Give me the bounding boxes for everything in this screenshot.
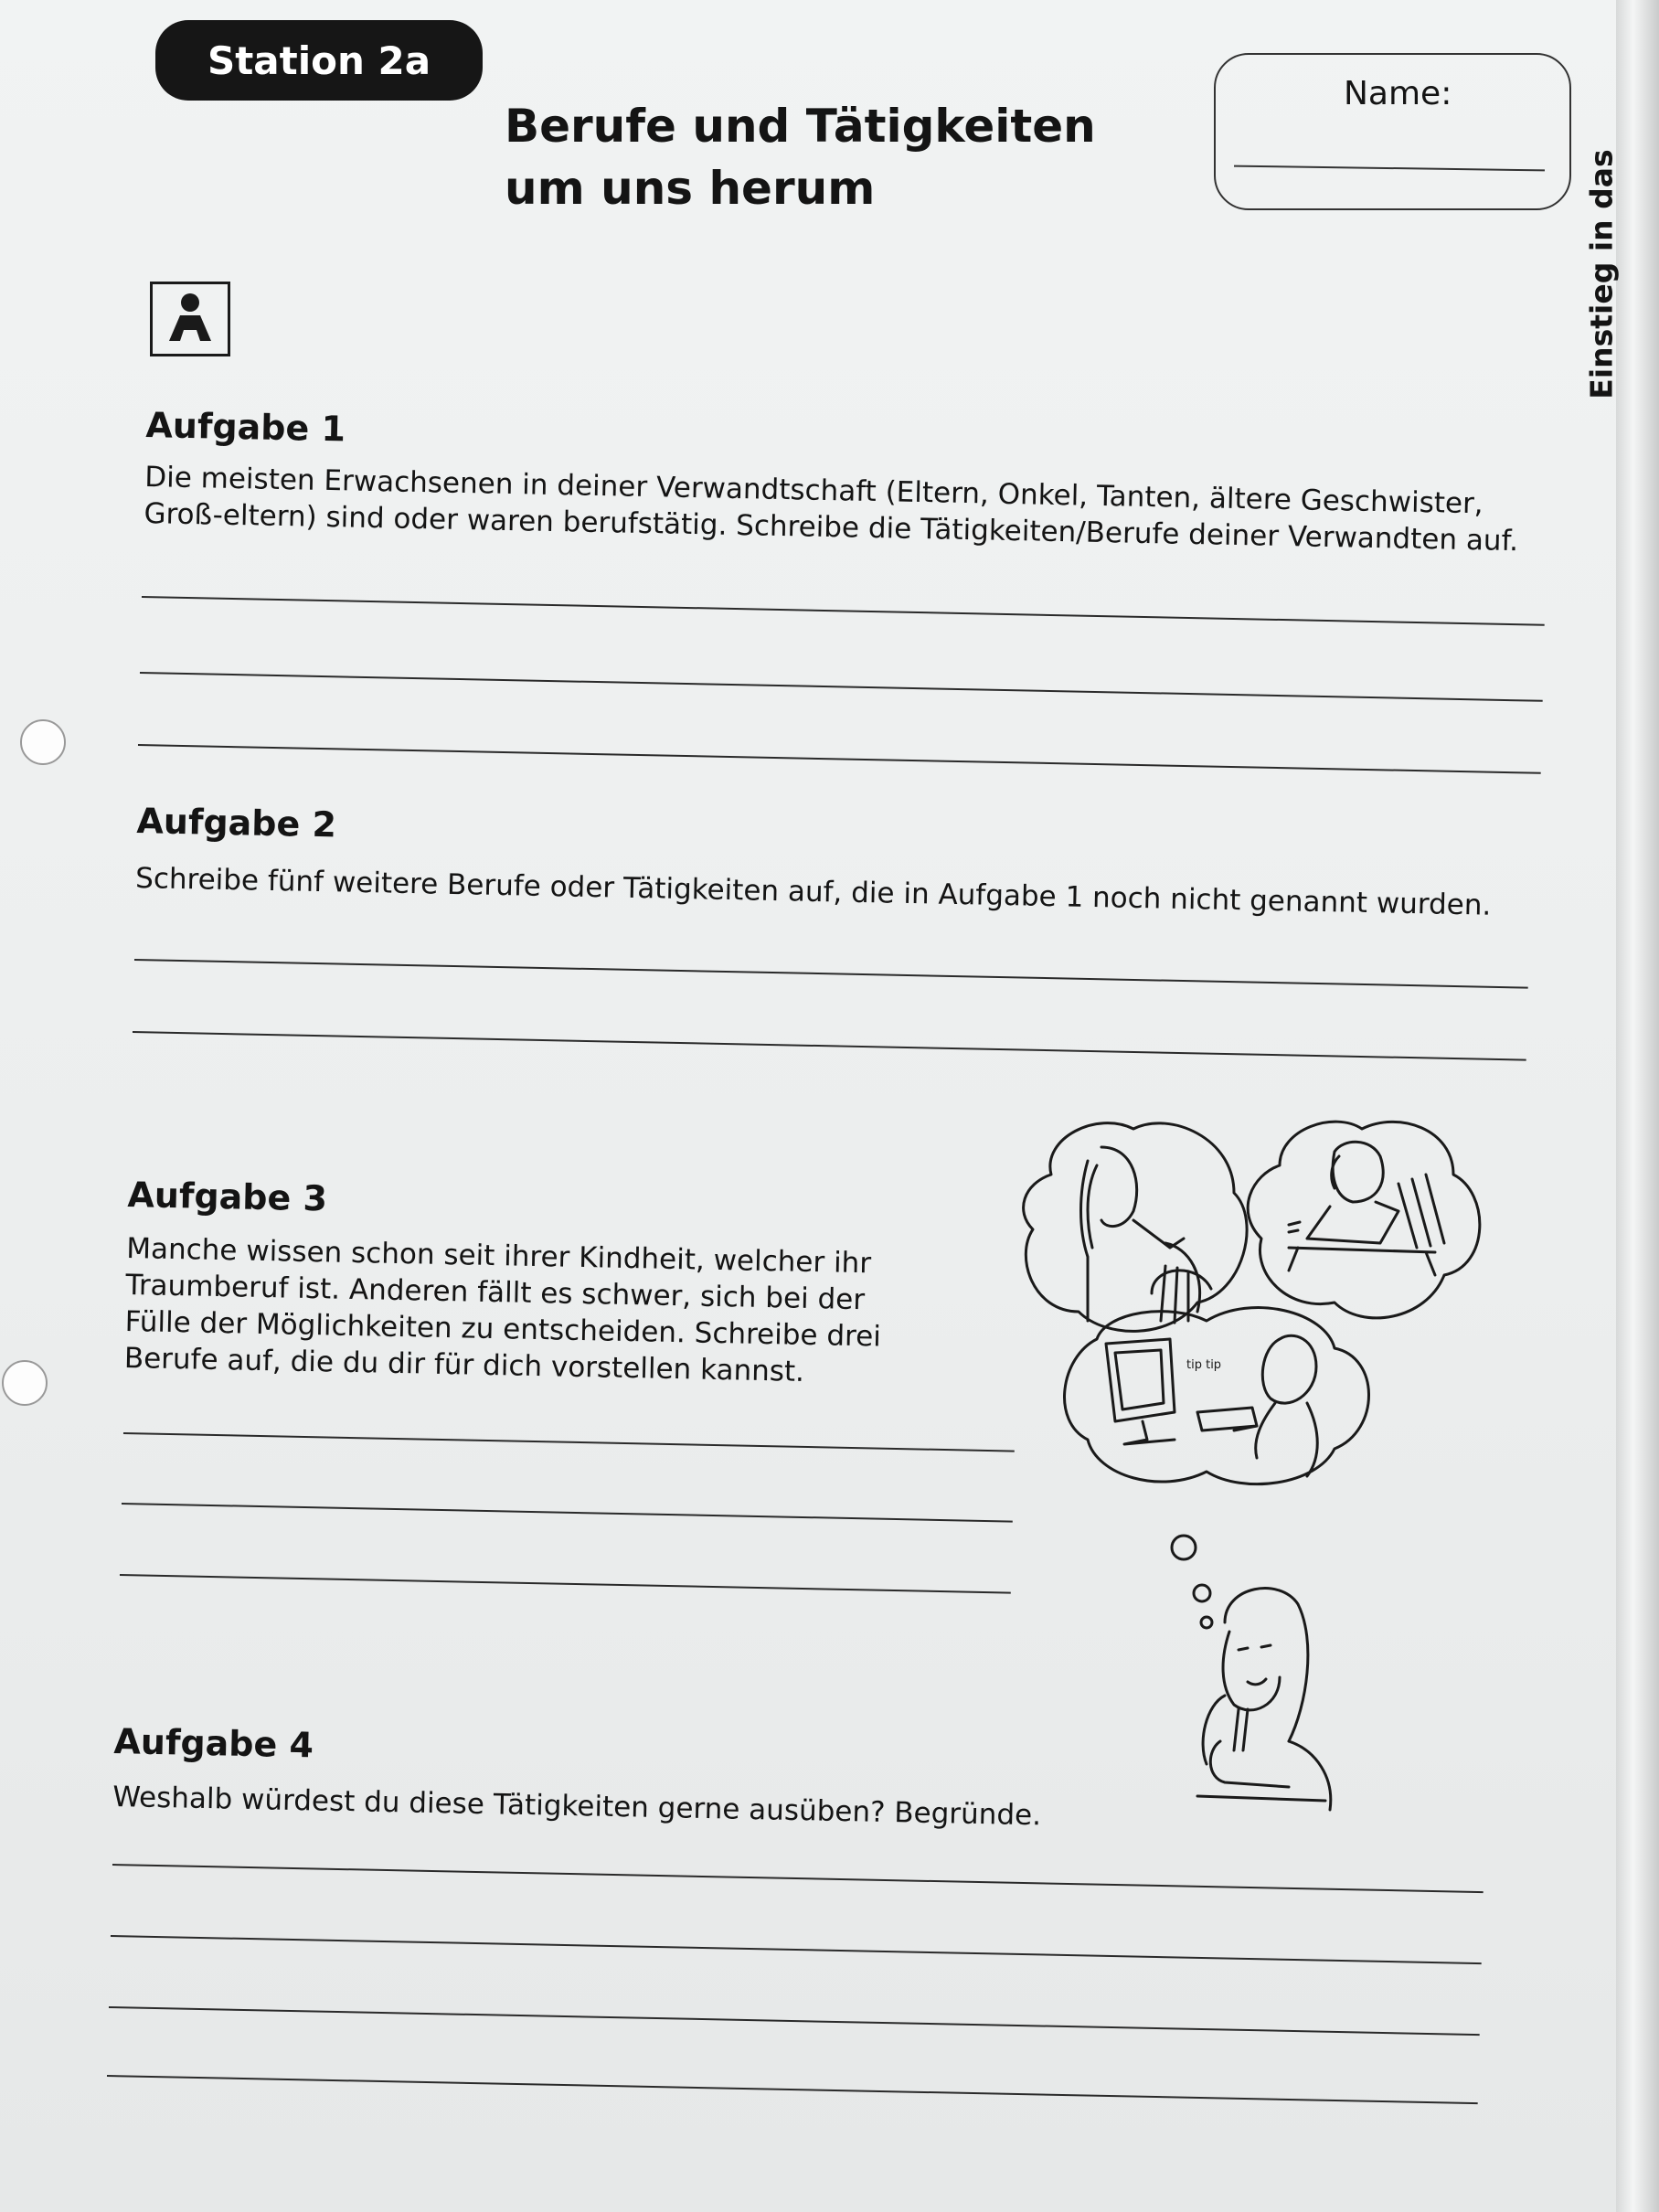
side-label: Einstieg in das	[1583, 149, 1620, 399]
person-icon	[150, 282, 230, 356]
title-line-1: Berufe und Tätigkeiten	[505, 100, 1096, 153]
computer-bubble	[1065, 1308, 1369, 1484]
punch-hole-bottom	[2, 1360, 48, 1406]
task-3	[124, 1172, 932, 1393]
task-3-text: Manche wissen schon seit ihrer Kindheit, welcher ihr Traumberuf ist. Anderen fällt es schwer, sich bei der Fülle der Möglichkeiten zu entscheiden. Schreibe drei Berufe auf, die du dir für dich vorstellen kannst.	[123, 1231, 882, 1388]
station-badge	[155, 20, 483, 101]
page-title	[505, 95, 1144, 219]
hairdresser-bubble	[1024, 1123, 1248, 1332]
name-label: Name:	[1344, 75, 1452, 112]
punch-hole-top	[20, 719, 66, 765]
title-line-2: um uns herum	[505, 162, 876, 215]
carpenter-bubble	[1248, 1122, 1480, 1318]
task-4-text: Weshalb würdest du diese Tätigkeiten gerne ausüben? Begründe.	[112, 1780, 1042, 1833]
dream-job-illustration	[1015, 1111, 1526, 1814]
task-2-text: Schreibe fünf weitere Berufe oder Tätigkeiten auf, die in Aufgabe 1 noch nicht genannt wurden.	[134, 861, 1492, 922]
task-4-heading: Aufgabe 4	[113, 1720, 314, 1766]
task-1-heading: Aufgabe 1	[145, 404, 346, 450]
thinking-girl	[1197, 1589, 1331, 1810]
station-label: Station 2a	[207, 37, 431, 83]
task-1-text: Die meisten Erwachsenen in deiner Verwandtschaft (Eltern, Onkel, Tanten, ältere Geschwister, Groß-eltern) sind oder waren berufstätig. Schreibe die Tätigkeiten/Berufe deiner Verwandten auf.	[144, 460, 1519, 558]
paper-edge	[1616, 0, 1659, 2212]
keyboard-sound-text: tip tip	[1186, 1358, 1222, 1372]
task-3-heading: Aufgabe 3	[127, 1174, 328, 1219]
task-2-heading: Aufgabe 2	[136, 800, 337, 845]
